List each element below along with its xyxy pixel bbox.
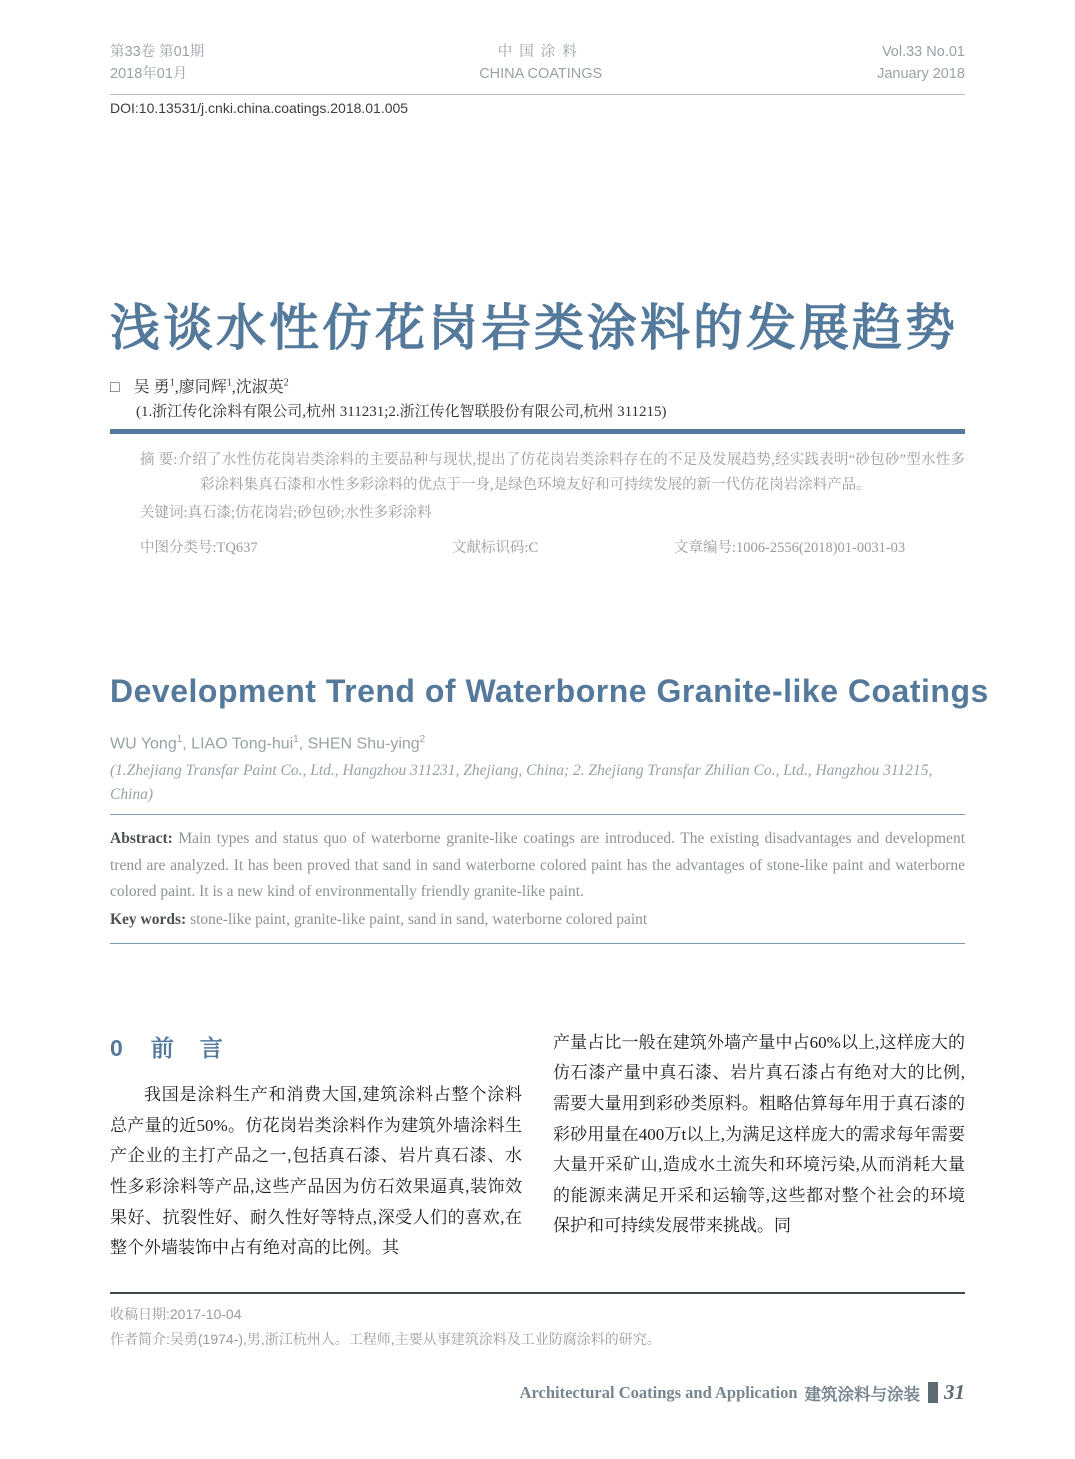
author-en-1: WU Yong [110, 735, 177, 753]
document-code [452, 536, 674, 561]
article-id-value: 1006-2556(2018)01-0031-03 [736, 539, 906, 556]
author-en-3: , SHEN Shu-ying [298, 735, 420, 753]
abstract-en-label: Abstract: [110, 830, 173, 848]
author-cn-3-sup: 2 [283, 377, 289, 389]
divider-thin-accent-2 [110, 943, 965, 944]
keywords-en-label: Key words: [110, 911, 187, 929]
page-footer [520, 1380, 965, 1405]
document-code-label: 文献标识码: [452, 539, 529, 556]
author-cn-1: 吴 勇 [133, 378, 170, 396]
clc-value: TQ637 [216, 539, 258, 556]
body-paragraph-left: 我国是涂料生产和消费大国,建筑涂料占整个涂料总产量的近50%。仿花岗岩类涂料作为建筑外墙涂料生产企业的主打产品之一,包括真石漆、岩片真石漆、水性多彩涂料等产品,这些产品因为仿石效果逼真,装饰效果好、抗裂性好、耐久性好等特点,深受人们的喜欢,在整个外墙装饰中占有绝对高的比例。其 [110, 1085, 522, 1258]
body-column-left [110, 1028, 522, 1264]
divider-thick-accent [110, 429, 965, 434]
abstract-cn-text: 介绍了水性仿花岗岩类涂料的主要品种与现状,提出了仿花岗岩类涂料存在的不足及发展趋势,经实践表明“砂包砂”型水性多彩涂料集真石漆和水性多彩涂料的优点于一身,是绿色环境友好和可持续发展的新一代仿花岗岩涂料产品。 [177, 451, 966, 493]
author-en-3-sup: 2 [419, 734, 426, 745]
received-date-value: 2017-10-04 [169, 1306, 242, 1322]
header-date-en: January 2018 [877, 65, 965, 82]
keywords-en [110, 907, 965, 933]
header-volume-en: Vol.33 No.01 [881, 44, 965, 60]
clc-label: 中图分类号: [140, 539, 217, 556]
keywords-cn-label: 关键词: [140, 505, 188, 522]
abstract-en-text: Main types and status quo of waterborne granite-like coatings are introduced. The existing disadvantages and development trend are analyzed. It has been proved that sand in sand waterborne colored paint has the advantages of stone-like paint and waterborne colored paint. It is a new kind of environmentally friendly granite-like paint. [110, 830, 965, 901]
keywords-cn-text: 真石漆;仿花岗岩;砂包砂;水性多彩涂料 [187, 505, 432, 522]
author-cn-2: ,廖同辉 [174, 378, 227, 396]
abstract-cn [140, 448, 965, 499]
header-date-cn: 2018年01月 [110, 65, 188, 82]
authors-en [110, 734, 965, 753]
author-cn-2-sup: 1 [226, 377, 232, 389]
page-number: 31 [944, 1380, 965, 1404]
keywords-en-text: stone-like paint, granite-like paint, sand in sand, waterborne colored paint [186, 911, 648, 929]
article-title-en: Development Trend of Waterborne Granite-like Coatings [110, 673, 989, 709]
document-code-value: C [528, 539, 539, 556]
journal-header [110, 42, 965, 95]
header-volume-cn: 第33卷 第01期 [110, 44, 205, 60]
received-date-line [110, 1302, 965, 1327]
author-bio-label: 作者简介: [110, 1331, 170, 1348]
abstract-cn-label: 摘 要: [140, 451, 178, 468]
section-title: 前言 [150, 1034, 249, 1061]
journal-name-cn: 中国涂料 [497, 44, 584, 60]
body-columns [110, 1028, 965, 1264]
footer-bar-icon [928, 1382, 938, 1403]
doi: DOI:10.13531/j.cnki.china.coatings.2018.01.005 [110, 99, 409, 116]
author-en-2: , LIAO Tong-hui [182, 735, 294, 753]
section-number: 0 [110, 1034, 123, 1061]
author-bio-text: 吴勇(1974-),男,浙江杭州人。工程师,主要从事建筑涂料及工业防腐涂料的研究。 [169, 1331, 661, 1348]
footnote-block [110, 1292, 965, 1352]
article-id-label: 文章编号: [674, 539, 737, 556]
authors-cn [110, 374, 965, 397]
author-bio-line [110, 1327, 965, 1352]
divider-thin-accent-1 [110, 814, 965, 815]
footer-journal-section-en: Architectural Coatings and Application [519, 1382, 798, 1402]
received-date-label: 收稿日期: [110, 1306, 170, 1322]
clc-number [140, 536, 452, 561]
header-volume-issue-en [877, 42, 965, 86]
body-column-right [553, 1028, 965, 1264]
author-cn-1-sup: 1 [169, 377, 175, 389]
footer-journal-section-cn: 建筑涂料与涂装 [804, 1384, 920, 1404]
author-marker-square: □ [110, 378, 120, 396]
classification-row [140, 536, 965, 561]
author-en-1-sup: 1 [176, 734, 183, 745]
keywords-cn [140, 501, 965, 526]
author-cn-3: ,沈淑英 [231, 378, 284, 396]
affiliation-cn: (1.浙江传化涂料有限公司,杭州 311231;2.浙江传化智联股份有限公司,杭州 311215) [136, 403, 667, 420]
body-paragraph-right: 产量占比一般在建筑外墙产量中占60%以上,这样庞大的仿石漆产量中真石漆、岩片真石漆占有绝对大的比例,需要大量用到彩砂类原料。粗略估算每年用于真石漆的彩砂用量在400万t以上,为满足这样庞大的需求每年需要大量开采矿山,造成水土流失和环境污染,从而消耗大量的能源来满足开采和运输等,这些都对整个社会的环境保护和可持续发展带来挑战。同 [553, 1032, 965, 1236]
article-id [674, 536, 965, 561]
journal-name-en: CHINA COATINGS [479, 65, 603, 82]
affiliation-en: (1.Zhejiang Transfar Paint Co., Ltd., Hangzhou 311231, Zhejiang, China; 2. Zhejiang Transfar Zhilian Co., Ltd., Hangzhou 311215, China) [110, 762, 933, 804]
meta-cn-block [110, 448, 965, 562]
section-heading-intro [110, 1028, 522, 1069]
header-volume-issue-cn [110, 42, 204, 86]
journal-name [479, 42, 602, 86]
article-title-cn: 浅谈水性仿花岗岩类涂料的发展趋势 [110, 299, 958, 356]
author-en-2-sup: 1 [293, 734, 299, 745]
abstract-en [110, 826, 965, 905]
